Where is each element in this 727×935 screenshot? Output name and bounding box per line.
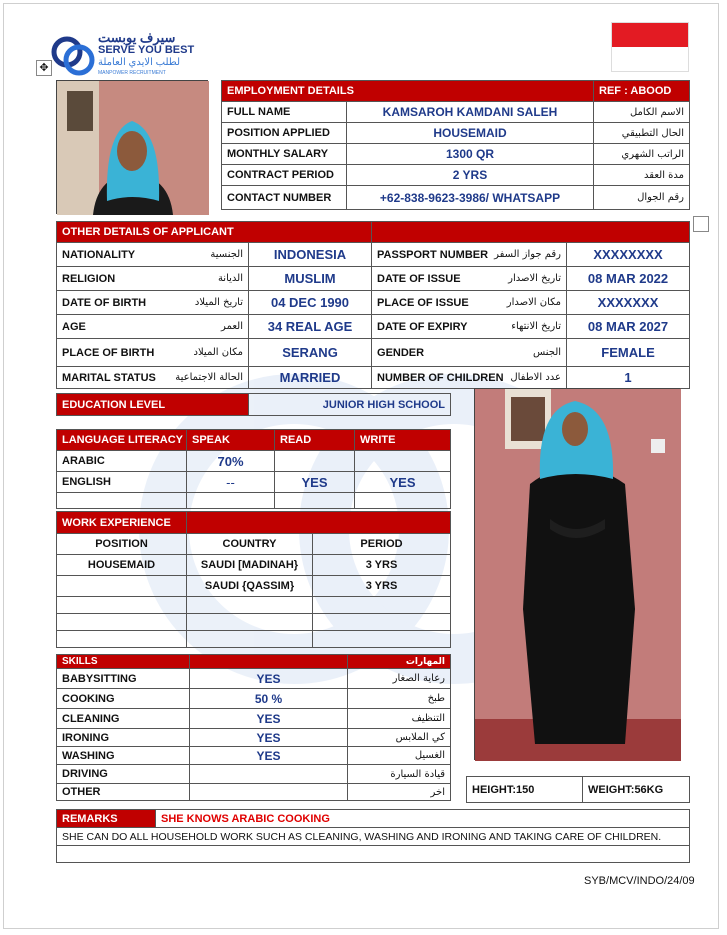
table-row bbox=[57, 472, 451, 493]
table-row bbox=[222, 123, 690, 144]
value-date-of-issue: 08 MAR 2022 bbox=[567, 267, 690, 291]
label-place-of-issue-ar: مكان الاصدار bbox=[475, 291, 567, 315]
remarks-label: REMARKS bbox=[57, 810, 156, 828]
label-full-name: FULL NAME bbox=[222, 102, 347, 123]
value-children: 1 bbox=[567, 367, 690, 389]
resize-handle[interactable] bbox=[693, 216, 709, 232]
label-position: POSITION APPLIED bbox=[222, 123, 347, 144]
skill-driving: DRIVING bbox=[57, 765, 190, 784]
label-contact-ar: رقم الجوال bbox=[594, 186, 690, 210]
skill-other-ar: اخر bbox=[348, 784, 451, 801]
label-gender-ar: الجنس bbox=[475, 339, 567, 367]
skill-washing: WASHING bbox=[57, 747, 190, 765]
value-contract: 2 YRS bbox=[347, 165, 594, 186]
company-sub-ar: لطلب الايدي العاملة bbox=[98, 57, 181, 68]
other-details-title: OTHER DETAILS OF APPLICANT bbox=[57, 222, 372, 243]
language-table bbox=[56, 429, 451, 509]
work-position bbox=[57, 576, 187, 597]
arabic-speak: 70% bbox=[187, 451, 275, 472]
table-row bbox=[57, 576, 451, 597]
english-write: YES bbox=[355, 472, 451, 493]
footer-code: SYB/MCV/INDO/24/09 bbox=[584, 875, 695, 887]
education-table bbox=[56, 393, 451, 416]
table-row bbox=[57, 291, 690, 315]
value-contact: +62-838-9623-3986/ WHATSAPP bbox=[347, 186, 594, 210]
table-row bbox=[57, 669, 451, 689]
table-row bbox=[222, 102, 690, 123]
language-header: LANGUAGE LITERACY bbox=[57, 430, 187, 451]
ref-code: REF : ABOOD bbox=[594, 81, 690, 102]
table-row bbox=[222, 144, 690, 165]
education-label: EDUCATION LEVEL bbox=[57, 394, 249, 416]
arabic-write bbox=[355, 451, 451, 472]
value-date-of-birth: 04 DEC 1990 bbox=[249, 291, 372, 315]
value-marital-status: MARRIED bbox=[249, 367, 372, 389]
value-nationality: INDONESIA bbox=[249, 243, 372, 267]
table-row bbox=[57, 339, 690, 367]
skills-title-ar: المهارات bbox=[348, 655, 451, 669]
table-row bbox=[57, 315, 690, 339]
work-country: SAUDI [MADINAH} bbox=[187, 555, 313, 576]
work-experience-table bbox=[56, 511, 451, 648]
education-value: JUNIOR HIGH SCHOOL bbox=[249, 394, 451, 416]
remarks-text: SHE CAN DO ALL HOUSEHOLD WORK SUCH AS CLEANING, WASHING AND IRONING AND TAKING CARE OF CHILDREN. bbox=[57, 828, 690, 846]
label-children: NUMBER OF CHILDREN bbox=[372, 367, 475, 389]
skills-title: SKILLS bbox=[57, 655, 190, 669]
speak-header: SPEAK bbox=[187, 430, 275, 451]
measurements-table bbox=[466, 776, 690, 803]
skill-babysitting-value: YES bbox=[190, 669, 348, 689]
value-passport: XXXXXXXX bbox=[567, 243, 690, 267]
skill-cooking: COOKING bbox=[57, 689, 190, 709]
skill-washing-ar: الغسيل bbox=[348, 747, 451, 765]
skill-ironing: IRONING bbox=[57, 729, 190, 747]
skill-driving-ar: قيادة السيارة bbox=[348, 765, 451, 784]
country-header: COUNTRY bbox=[187, 534, 313, 555]
label-date-of-issue-ar: تاريخ الاصدار bbox=[475, 267, 567, 291]
skill-driving-value bbox=[190, 765, 348, 784]
label-contact: CONTACT NUMBER bbox=[222, 186, 347, 210]
height-value: HEIGHT:150 bbox=[467, 777, 583, 803]
skills-table bbox=[56, 654, 451, 801]
label-contract-ar: مدة العقد bbox=[594, 165, 690, 186]
arabic-read bbox=[275, 451, 355, 472]
label-salary: MONTHLY SALARY bbox=[222, 144, 347, 165]
skill-cleaning: CLEANING bbox=[57, 709, 190, 729]
table-row bbox=[57, 709, 451, 729]
table-row bbox=[57, 729, 451, 747]
company-name-ar: سيرف يوبست bbox=[98, 30, 176, 45]
language-arabic: ARABIC bbox=[57, 451, 187, 472]
remarks-highlight: SHE KNOWS ARABIC COOKING bbox=[156, 810, 690, 828]
label-place-of-birth-ar: مكان الميلاد bbox=[167, 339, 249, 367]
label-religion: RELIGION bbox=[57, 267, 167, 291]
logo-emblem-icon bbox=[50, 32, 96, 80]
label-position-ar: الحال التطبيقي bbox=[594, 123, 690, 144]
applicant-photo-full bbox=[474, 388, 680, 760]
english-speak: -- bbox=[187, 472, 275, 493]
label-passport-ar: رقم جواز السفر bbox=[475, 243, 567, 267]
label-date-of-expiry-ar: تاريخ الانتهاء bbox=[475, 315, 567, 339]
company-logo bbox=[50, 30, 250, 84]
label-passport: PASSPORT NUMBER bbox=[372, 243, 475, 267]
work-country: SAUDI {QASSIM} bbox=[187, 576, 313, 597]
work-period: 3 YRS bbox=[313, 576, 451, 597]
read-header: READ bbox=[275, 430, 355, 451]
label-religion-ar: الديانة bbox=[167, 267, 249, 291]
position-header: POSITION bbox=[57, 534, 187, 555]
company-sub-en: MANPOWER RECRUITMENT bbox=[98, 70, 166, 76]
label-age: AGE bbox=[57, 315, 167, 339]
english-read: YES bbox=[275, 472, 355, 493]
cv-page bbox=[3, 3, 719, 929]
skill-babysitting: BABYSITTING bbox=[57, 669, 190, 689]
value-date-of-expiry: 08 MAR 2027 bbox=[567, 315, 690, 339]
skill-ironing-value: YES bbox=[190, 729, 348, 747]
label-date-of-expiry: DATE OF EXPIRY bbox=[372, 315, 475, 339]
indonesia-flag-icon bbox=[611, 22, 689, 72]
skill-ironing-ar: كي الملابس bbox=[348, 729, 451, 747]
table-row bbox=[57, 747, 451, 765]
work-experience-title: WORK EXPERIENCE bbox=[57, 512, 187, 534]
remarks-table bbox=[56, 809, 690, 863]
table-row bbox=[57, 784, 451, 801]
move-handle-icon[interactable]: ✥ bbox=[36, 60, 52, 76]
table-row bbox=[57, 267, 690, 291]
label-contract: CONTRACT PERIOD bbox=[222, 165, 347, 186]
table-row bbox=[222, 165, 690, 186]
label-place-of-birth: PLACE OF BIRTH bbox=[57, 339, 167, 367]
weight-value: WEIGHT:56KG bbox=[583, 777, 690, 803]
skill-cooking-value: 50 % bbox=[190, 689, 348, 709]
table-row bbox=[57, 689, 451, 709]
write-header: WRITE bbox=[355, 430, 451, 451]
label-marital-status: MARITAL STATUS bbox=[57, 367, 167, 389]
label-full-name-ar: الاسم الكامل bbox=[594, 102, 690, 123]
value-salary: 1300 QR bbox=[347, 144, 594, 165]
label-nationality: NATIONALITY bbox=[57, 243, 167, 267]
table-row bbox=[57, 451, 451, 472]
label-age-ar: العمر bbox=[167, 315, 249, 339]
employment-title: EMPLOYMENT DETAILS bbox=[222, 81, 594, 102]
table-row bbox=[57, 765, 451, 784]
value-religion: MUSLIM bbox=[249, 267, 372, 291]
label-nationality-ar: الجنسية bbox=[167, 243, 249, 267]
value-position: HOUSEMAID bbox=[347, 123, 594, 144]
value-place-of-issue: XXXXXXX bbox=[567, 291, 690, 315]
label-salary-ar: الراتب الشهري bbox=[594, 144, 690, 165]
skill-other: OTHER bbox=[57, 784, 190, 801]
employment-details-table bbox=[221, 80, 690, 210]
label-date-of-issue: DATE OF ISSUE bbox=[372, 267, 475, 291]
value-age: 34 REAL AGE bbox=[249, 315, 372, 339]
applicant-photo-portrait bbox=[56, 80, 208, 214]
table-row bbox=[57, 555, 451, 576]
company-name-en: SERVE YOU BEST bbox=[98, 44, 195, 56]
full-length-image bbox=[475, 389, 681, 761]
skill-other-value bbox=[190, 784, 348, 801]
skill-washing-value: YES bbox=[190, 747, 348, 765]
label-marital-status-ar: الحالة الاجتماعية bbox=[167, 367, 249, 389]
label-date-of-birth: DATE OF BIRTH bbox=[57, 291, 167, 315]
table-row bbox=[57, 243, 690, 267]
language-english: ENGLISH bbox=[57, 472, 187, 493]
skill-cooking-ar: طبخ bbox=[348, 689, 451, 709]
table-row bbox=[222, 186, 690, 210]
label-children-ar: عدد الاطفال bbox=[475, 367, 567, 389]
value-full-name: KAMSAROH KAMDANI SALEH bbox=[347, 102, 594, 123]
work-period: 3 YRS bbox=[313, 555, 451, 576]
label-gender: GENDER bbox=[372, 339, 475, 367]
other-details-table bbox=[56, 221, 690, 389]
value-gender: FEMALE bbox=[567, 339, 690, 367]
label-place-of-issue: PLACE OF ISSUE bbox=[372, 291, 475, 315]
skill-babysitting-ar: رعاية الصغار bbox=[348, 669, 451, 689]
work-position: HOUSEMAID bbox=[57, 555, 187, 576]
value-place-of-birth: SERANG bbox=[249, 339, 372, 367]
skill-cleaning-ar: التنظيف bbox=[348, 709, 451, 729]
table-row bbox=[57, 367, 690, 389]
period-header: PERIOD bbox=[313, 534, 451, 555]
portrait-image bbox=[57, 81, 209, 215]
label-date-of-birth-ar: تاريخ الميلاد bbox=[167, 291, 249, 315]
skill-cleaning-value: YES bbox=[190, 709, 348, 729]
